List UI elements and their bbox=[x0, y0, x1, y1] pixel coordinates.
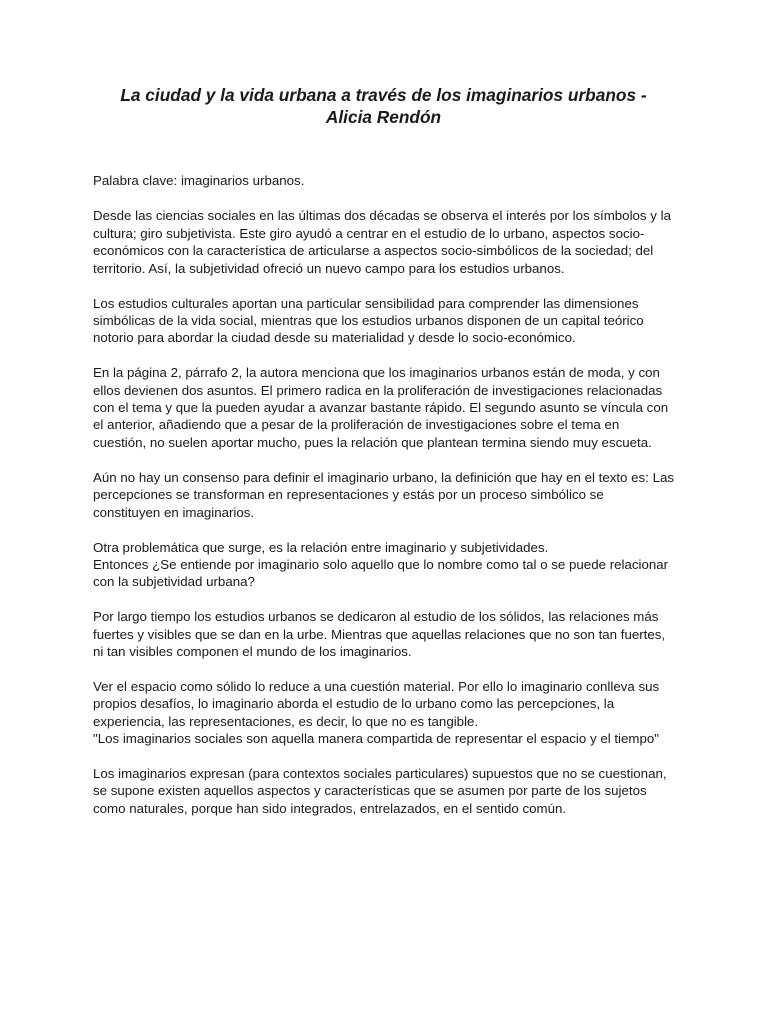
paragraph-5-line-2: Entonces ¿Se entiende por imaginario solo aquello que lo nombre como tal o se puede relacionar con la subjetividad urbana? bbox=[93, 556, 669, 590]
paragraph-8: Los imaginarios expresan (para contextos sociales particulares) supuestos que no se cuestionan, se supone existen aquellos aspectos y características que se asumen por parte de los sujetos como naturales, porque han sido integrados, entrelazados, en el sentido común. bbox=[93, 766, 667, 816]
paragraph-1: Desde las ciencias sociales en las últimas dos décadas se observa el interés por los símbolos y la cultura; giro subjetivista. Este giro ayudó a centrar en el estudio de lo urbano, aspectos socio-económicos con la característica de articularse a aspectos socio-simbólicos de la sociedad; del territorio. Así, la subjetividad ofreció un nuevo campo para los estudios urbanos. bbox=[93, 208, 671, 276]
document-title: La ciudad y la vida urbana a través de los imaginarios urbanos - Alicia Rendón bbox=[120, 85, 647, 127]
keyword-line: Palabra clave: imaginarios urbanos. bbox=[93, 173, 305, 188]
paragraph-3: En la página 2, párrafo 2, la autora menciona que los imaginarios urbanos están de moda, y con ellos devienen dos asuntos. El primero radica en la proliferación de investigaciones relacionadas con el tema y que la pueden ayudar a avanzar bastante rápido. El segundo asunto se víncula con el anterior, añadiendo que a pesar de la proliferación de investigaciones sobre el tema en cuestión, no suelen aportar mucho, pues la relación que plantean termina siendo muy escueta. bbox=[93, 365, 669, 450]
paragraph-7 bbox=[93, 678, 674, 748]
paragraph-7-quote: "Los imaginarios sociales son aquella manera compartida de representar el espacio y el tiempo" bbox=[93, 731, 659, 747]
paragraph-5-line-1: Otra problemática que surge, es la relación entre imaginario y subjetividades. bbox=[93, 539, 549, 555]
paragraph-2: Los estudios culturales aportan una particular sensibilidad para comprender las dimensiones simbólicas de la vida social, mientras que los estudios urbanos disponen de un capital teórico notorio para abordar la ciudad desde su materialidad y desde lo socio-económico. bbox=[93, 295, 644, 346]
paragraph-5 bbox=[93, 539, 674, 591]
paragraph-4: Aún no hay un consenso para definir el imaginario urbano, la definición que hay en el texto es: Las percepciones se transforman en representaciones y estás por un proceso simbólico se constituyen en imaginarios. bbox=[93, 469, 675, 520]
paragraph-6: Por largo tiempo los estudios urbanos se dedicaron al estudio de los sólidos, las relaciones más fuertes y visibles que se dan en la urbe. Mientras que aquellas relaciones que no son tan fuertes, ni tan visibles componen el mundo de los imaginarios. bbox=[93, 609, 666, 660]
paragraph-7-line-1: Ver el espacio como sólido lo reduce a una cuestión material. Por ello lo imaginario conlleva sus propios desafíos, lo imaginario aborda el estudio de lo urbano como las percepciones, la experiencia, las representaciones, es decir, lo que no es tangible. bbox=[93, 678, 660, 729]
